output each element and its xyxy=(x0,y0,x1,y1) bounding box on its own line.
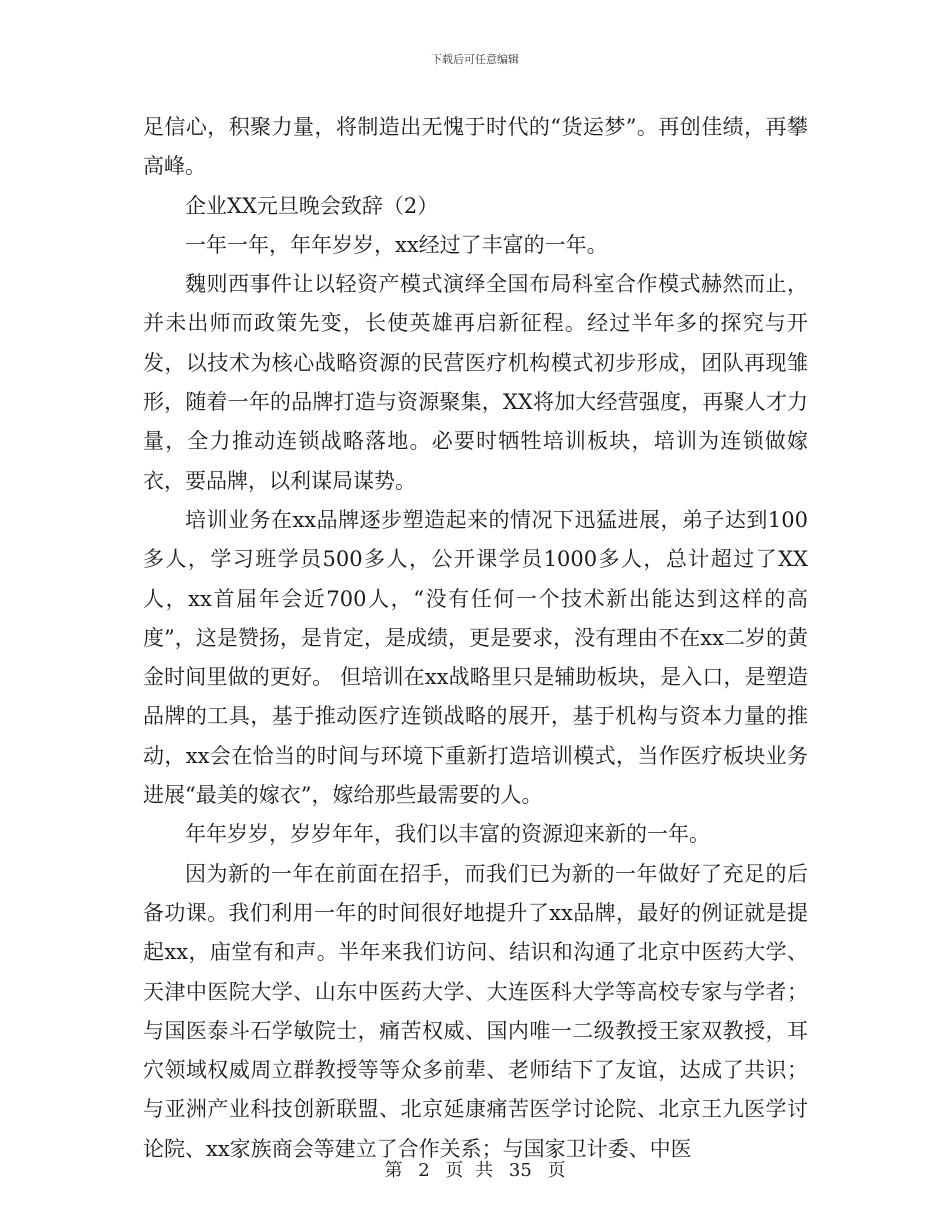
footer-suffix: 页 xyxy=(547,1160,566,1181)
section-title: 企业XX元旦晚会致辞（2） xyxy=(185,193,439,218)
paragraph: 魏则西事件让以轻资产模式演绎全国布局科室合作模式赫然而止，并未出师而政策先变，长使英雄再启新征程。经过半年多的探究与开发，以技术为核心战略资源的民营医疗机构模式初步形成，团队再现雏形，随着一年的品牌打造与资源聚集，XX将加大经营强度，再聚人才力量，全力推动连锁战略落地。必要时牺牲培训板块，培训为连锁做嫁衣，要品牌，以利谋局谋势。 xyxy=(143,272,808,493)
page-footer xyxy=(0,1156,950,1182)
footer-middle: 页 共 xyxy=(445,1160,494,1181)
page-number: 2 xyxy=(418,1160,430,1181)
page-header: 下载后可任意编辑 xyxy=(431,53,519,66)
paragraph: 培训业务在xx品牌逐步塑造起来的情况下迅猛进展，弟子达到100多人，学习班学员500多人，公开课学员1000多人，总计超过了XX人，xx首届年会近700人，“没有任何一个技术新出能达到这样的高度”，这是赞扬，是肯定，是成绩，更是要求，没有理由不在xx二岁的黄金时间里做的更好。 但培训在xx战略里只是辅助板块，是入口，是塑造品牌的工具，基于推动医疗连锁战略的展开，基于机构与资本力量的推动，xx会在恰当的时间与环境下重新打造培训模式，当作医疗板块业务进展“最美的嫁衣”，嫁给那些最需要的人。 xyxy=(143,507,808,808)
document-body xyxy=(143,108,808,1169)
paragraph: 足信心，积聚力量，将制造出无愧于时代的“货运梦”。再创佳绩，再攀高峰。 xyxy=(143,115,808,179)
page-total: 35 xyxy=(508,1160,532,1181)
paragraph: 一年一年，年年岁岁，xx经过了丰富的一年。 xyxy=(185,232,608,257)
paragraph: 因为新的一年在前面在招手，而我们已为新的一年做好了充足的后备功课。我们利用一年的时间很好地提升了xx品牌，最好的例证就是提起xx，庙堂有和声。半年来我们访问、结识和沟通了北京中医药大学、天津中医院大学、山东中医药大学、大连医科大学等高校专家与学者；与国医泰斗石学敏院士，痛苦权威、国内唯一二级教授王家双教授，耳穴领域权威周立群教授等等众多前辈、老师结下了友谊，达成了共识；与亚洲产业科技创新联盟、北京延康痛苦医学讨论院、北京王九医学讨论院、xx家族商会等建立了合作关系；与国家卫计委、中医 xyxy=(143,861,808,1161)
paragraph: 年年岁岁，岁岁年年，我们以丰富的资源迎来新的一年。 xyxy=(185,822,710,847)
footer-prefix: 第 xyxy=(384,1160,403,1181)
